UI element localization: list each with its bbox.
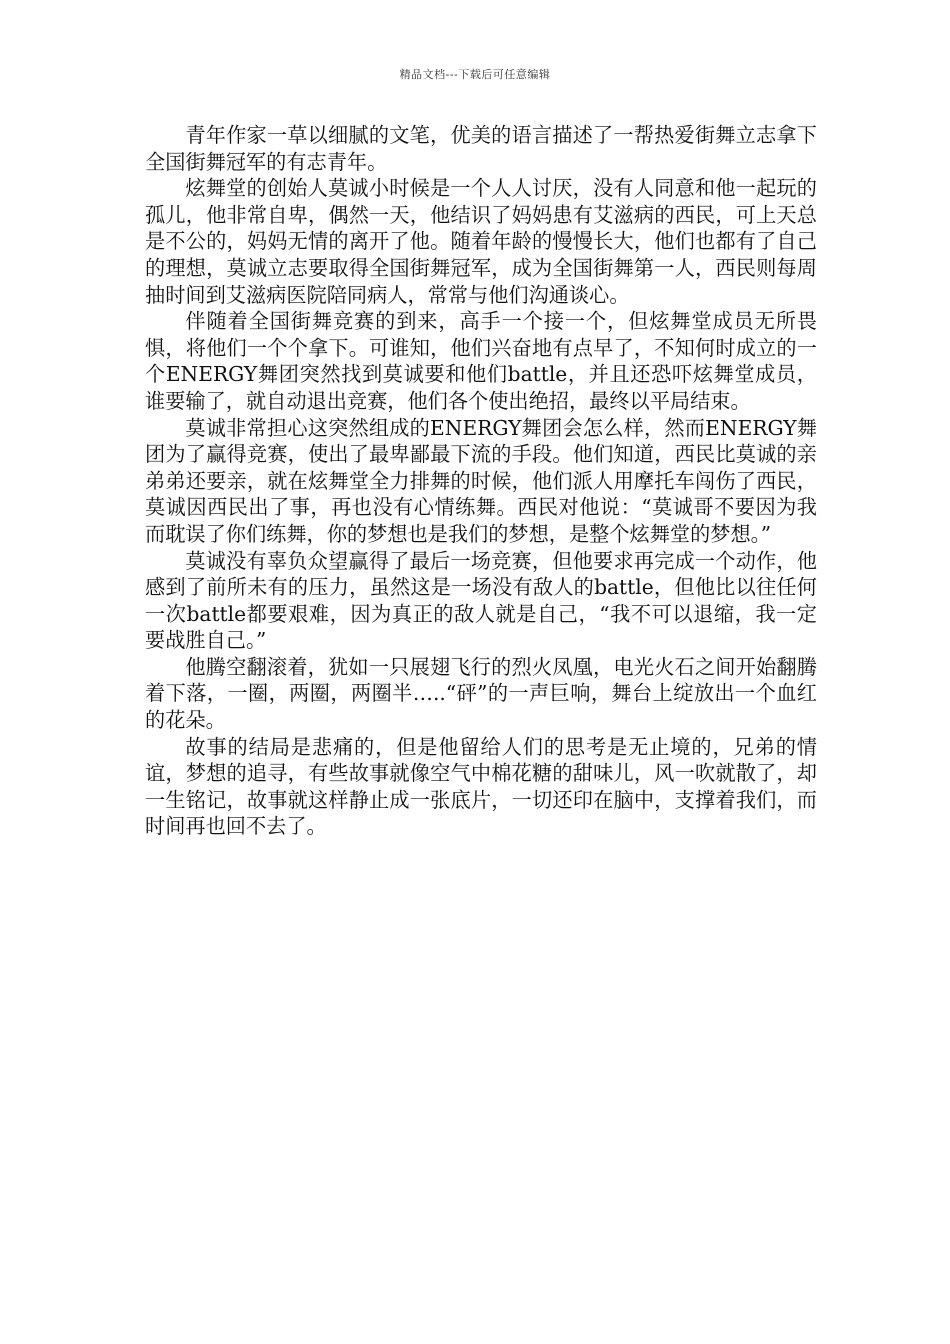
paragraph-climax: 他腾空翻滚着，犹如一只展翅飞行的烈火凤凰，电光火石之间开始翻腾着下落，一圈，两圈，两圈半…..“砰”的一声巨响，舞台上绽放出一个血红的花朵。 xyxy=(145,654,817,733)
paragraph-conclusion: 故事的结局是悲痛的，但是他留给人们的思考是无止境的，兄弟的情谊，梦想的追寻，有些故事就像空气中棉花糖的甜味儿，风一吹就散了，却一生铭记，故事就这样静止成一张底片，一切还印在脑中，支撑着我们，而时间再也回不去了。 xyxy=(145,734,817,839)
page-header: 精品文档---下载后可任意编辑 xyxy=(399,68,551,81)
paragraph-final-battle: 莫诚没有辜负众望赢得了最后一场竞赛，但他要求再完成一个动作，他感到了前所未有的压力，虽然这是一场没有敌人的battle，但他比以往任何一次battle都要艰难，因为真正的敌人就是自己，“我不可以退缩，我一定要战胜自己。” xyxy=(145,548,817,653)
paragraph-competition: 伴随着全国街舞竞赛的到来，高手一个接一个，但炫舞堂成员无所畏惧，将他们一个个拿下。可谁知，他们兴奋地有点早了，不知何时成立的一个ENERGY舞团突然找到莫诚要和他们battle，并且还恐吓炫舞堂成员，谁要输了，就自动退出竞赛，他们各个使出绝招，最终以平局结束。 xyxy=(145,309,817,413)
paragraph-background: 炫舞堂的创始人莫诚小时候是一个人人讨厌，没有人同意和他一起玩的孤儿，他非常自卑，偶然一天，他结识了妈妈患有艾滋病的西民，可上天总是不公的，妈妈无情的离开了他。随着年龄的慢慢长大，他们也都有了自己的理想，莫诚立志要取得全国街舞冠军，成为全国街舞第一人，西民则每周抽时间到艾滋病医院陪同病人，常常与他们沟通谈心。 xyxy=(145,176,817,307)
paragraph-intro: 青年作家一草以细腻的文笔，优美的语言描述了一帮热爱街舞立志拿下全国街舞冠军的有志青年。 xyxy=(145,123,817,174)
paragraph-conflict: 莫诚非常担心这突然组成的ENERGY舞团会怎么样，然而ENERGY舞团为了赢得竞赛，使出了最卑鄙最下流的手段。他们知道，西民比莫诚的亲弟弟还要亲，就在炫舞堂全力排舞的时候，他们派人用摩托车闯伤了西民，莫诚因西民出了事，再也没有心情练舞。西民对他说：“莫诚哥不要因为我而耽误了你们练舞，你的梦想也是我们的梦想，是整个炫舞堂的梦想。” xyxy=(145,415,817,546)
article-body xyxy=(145,122,817,840)
